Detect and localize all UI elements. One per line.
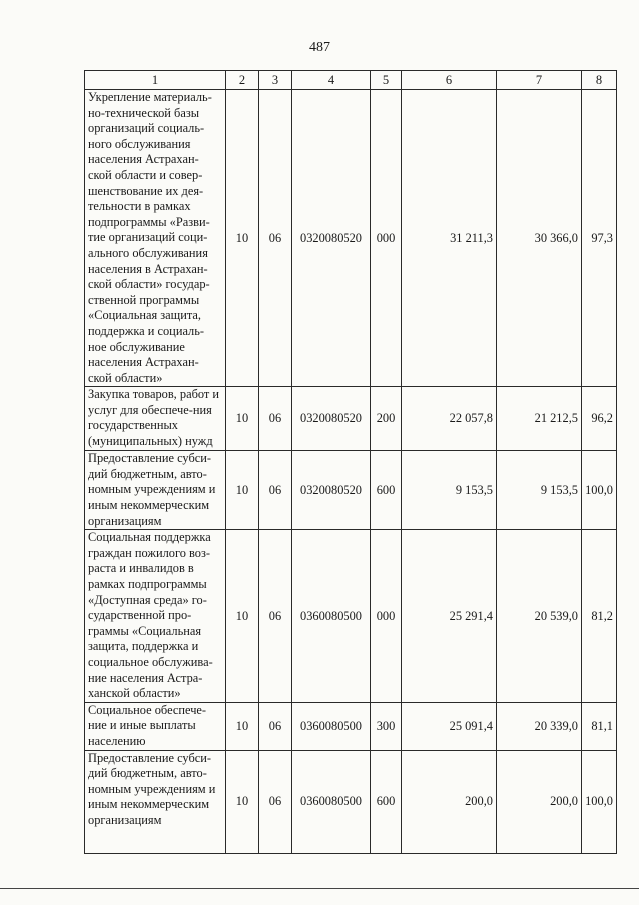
target-article-code: 0360080500 xyxy=(292,702,371,750)
planned-amount: 25 291,4 xyxy=(402,530,497,703)
expense-type-code: 300 xyxy=(371,702,402,750)
row-description: Социальная поддержка граждан пожилого воз-раста и инвалидов в рамках подпрограммы «Доступная среда» го-сударственной про-граммы «Социальная защита, поддержка и социальное обслужива-ние населения Астра-ханской области» xyxy=(85,530,226,703)
execution-percent: 100,0 xyxy=(582,750,617,853)
expense-type-code: 600 xyxy=(371,750,402,853)
subsection-code: 06 xyxy=(259,702,292,750)
section-code: 10 xyxy=(226,750,259,853)
actual-amount: 20 539,0 xyxy=(497,530,582,703)
table-row xyxy=(85,750,617,853)
table-row xyxy=(85,90,617,387)
table-row xyxy=(85,451,617,530)
row-description: Закупка товаров, работ и услуг для обеспече-ния государственных (муниципальных) нужд xyxy=(85,387,226,451)
column-header: 7 xyxy=(497,71,582,90)
planned-amount: 9 153,5 xyxy=(402,451,497,530)
row-description: Укрепление материаль-но-технической базы организаций социаль-ного обслуживания населения Астрахан-ской области и совер-шенствование их дея-тельности в рамках подпрограммы «Разви-тие организаций соци-ального обслуживания населения в Астрахан-ской области» государ-ственной программы «Социальная защита, поддержка и социаль-ное обслуживание населения Астрахан-ской области» xyxy=(85,90,226,387)
row-description: Предоставление субси-дий бюджетным, авто-номным учреждениям и иным некоммерческим организациям xyxy=(85,451,226,530)
row-description: Социальное обеспече-ние и иные выплаты населению xyxy=(85,702,226,750)
target-article-code: 0360080500 xyxy=(292,530,371,703)
subsection-code: 06 xyxy=(259,387,292,451)
table-row xyxy=(85,530,617,703)
column-header: 3 xyxy=(259,71,292,90)
execution-percent: 81,1 xyxy=(582,702,617,750)
table-row xyxy=(85,702,617,750)
table-row xyxy=(85,387,617,451)
target-article-code: 0320080520 xyxy=(292,451,371,530)
column-header: 8 xyxy=(582,71,617,90)
actual-amount: 30 366,0 xyxy=(497,90,582,387)
column-header: 4 xyxy=(292,71,371,90)
execution-percent: 96,2 xyxy=(582,387,617,451)
subsection-code: 06 xyxy=(259,530,292,703)
column-header: 6 xyxy=(402,71,497,90)
column-header: 5 xyxy=(371,71,402,90)
planned-amount: 25 091,4 xyxy=(402,702,497,750)
expense-type-code: 000 xyxy=(371,90,402,387)
expense-type-code: 600 xyxy=(371,451,402,530)
subsection-code: 06 xyxy=(259,750,292,853)
subsection-code: 06 xyxy=(259,90,292,387)
planned-amount: 31 211,3 xyxy=(402,90,497,387)
actual-amount: 21 212,5 xyxy=(497,387,582,451)
subsection-code: 06 xyxy=(259,451,292,530)
section-code: 10 xyxy=(226,451,259,530)
expense-type-code: 200 xyxy=(371,387,402,451)
scan-edge-divider xyxy=(0,888,639,889)
column-header: 2 xyxy=(226,71,259,90)
column-header: 1 xyxy=(85,71,226,90)
budget-table xyxy=(84,70,617,854)
section-code: 10 xyxy=(226,702,259,750)
expense-type-code: 000 xyxy=(371,530,402,703)
execution-percent: 97,3 xyxy=(582,90,617,387)
section-code: 10 xyxy=(226,530,259,703)
actual-amount: 9 153,5 xyxy=(497,451,582,530)
section-code: 10 xyxy=(226,90,259,387)
page-number: 487 xyxy=(309,40,330,55)
planned-amount: 200,0 xyxy=(402,750,497,853)
header-row xyxy=(85,71,617,90)
execution-percent: 81,2 xyxy=(582,530,617,703)
row-description: Предоставление субси-дий бюджетным, авто-номным учреждениям и иным некоммерческим организациям xyxy=(85,750,226,853)
actual-amount: 200,0 xyxy=(497,750,582,853)
target-article-code: 0320080520 xyxy=(292,90,371,387)
target-article-code: 0320080520 xyxy=(292,387,371,451)
actual-amount: 20 339,0 xyxy=(497,702,582,750)
target-article-code: 0360080500 xyxy=(292,750,371,853)
execution-percent: 100,0 xyxy=(582,451,617,530)
section-code: 10 xyxy=(226,387,259,451)
planned-amount: 22 057,8 xyxy=(402,387,497,451)
